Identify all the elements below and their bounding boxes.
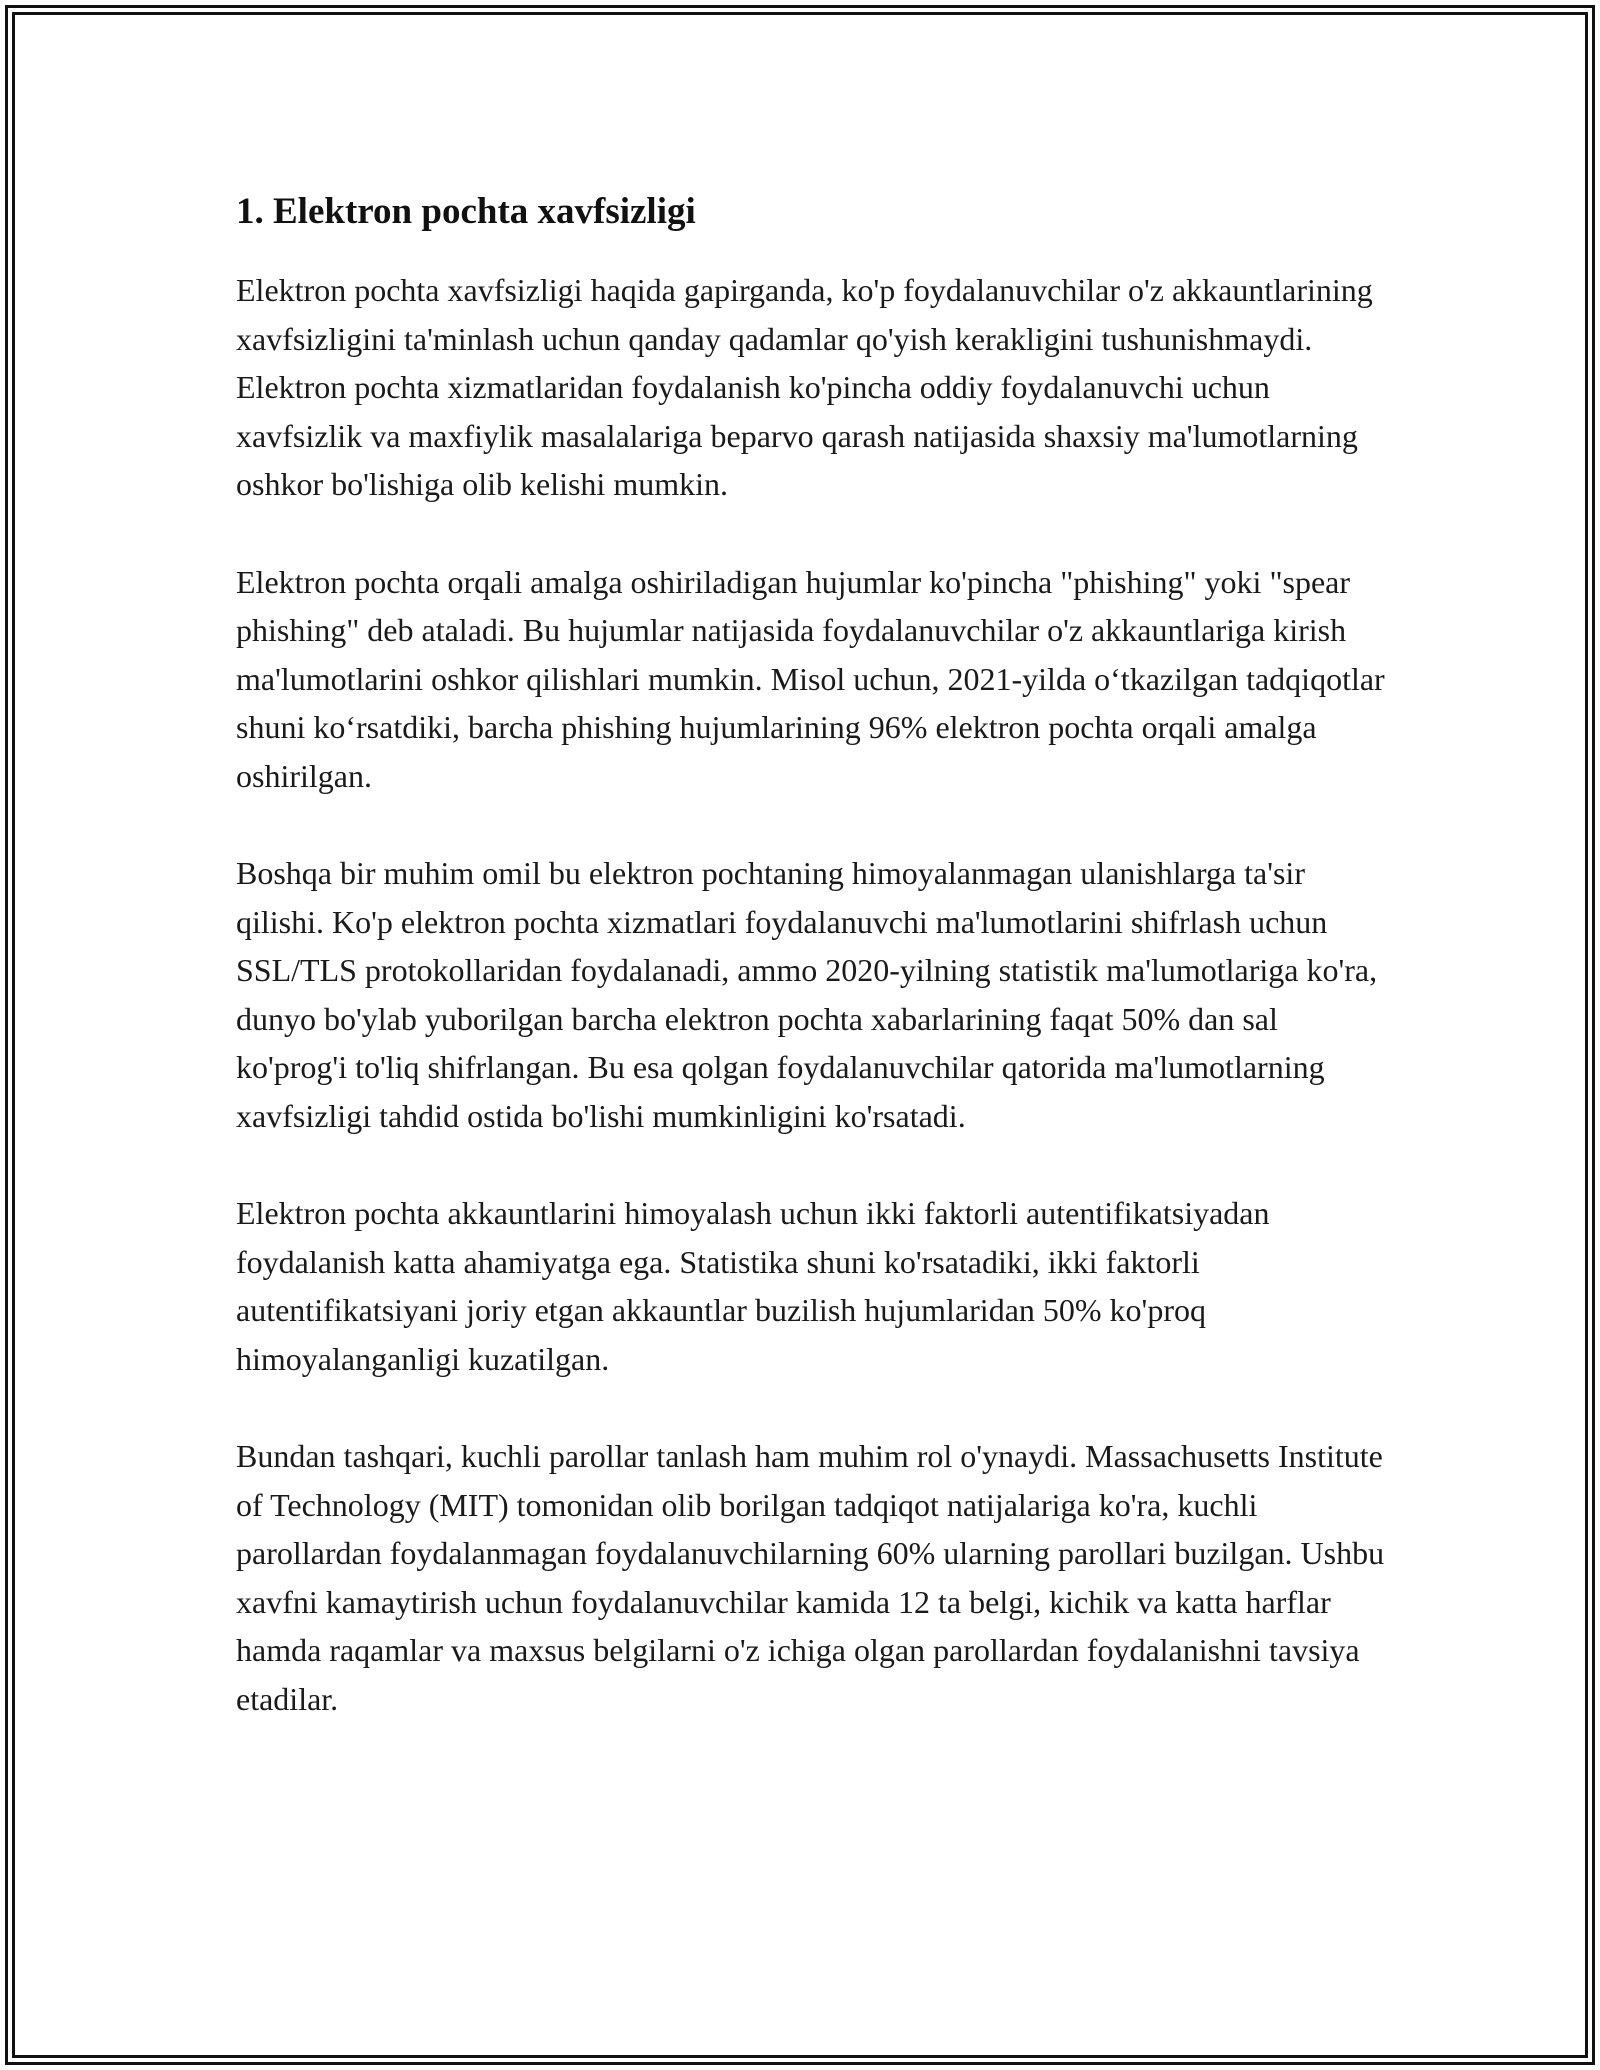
paragraph-phishing: Elektron pochta orqali amalga oshiriladigan hujumlar ko'pincha "phishing" yoki "spear phishing" deb ataladi. Bu hujumlar natijasida foydalanuvchilar o'z akkauntlariga kirish ma'lumotlarini oshkor qilishlari mumkin. Misol uchun, 2021-yilda oʻtkazilgan tadqiqotlar shuni koʻrsatdiki, barcha phishing hujumlarining 96% elektron pochta orqali amalga oshirilgan. bbox=[236, 563, 1385, 794]
paragraph-two-factor: Elektron pochta akkauntlarini himoyalash uchun ikki faktorli autentifikatsiyadan foydalanish katta ahamiyatga ega. Statistika shuni ko'rsatadiki, ikki faktorli autentifikatsiyani joriy etgan akkauntlar buzilish hujumlaridan 50% ko'proq himoyalanganligi kuzatilgan. bbox=[236, 1195, 1270, 1377]
section-heading: 1. Elektron pochta xavfsizligi bbox=[236, 191, 696, 232]
paragraph-intro: Elektron pochta xavfsizligi haqida gapirganda, ko'p foydalanuvchilar o'z akkauntlarining xavfsizligini ta'minlash uchun qanday qadamlar qo'yish kerakligini tushunishmaydi. Elektron pochta xizmatlaridan foydalanish ko'pincha oddiy foydalanuvchi uchun xavfsizlik va maxfiylik masalalariga beparvo qarash natijasida shaxsiy ma'lumotlarning oshkor bo'lishiga olib kelishi mumkin. bbox=[236, 272, 1373, 502]
document-body bbox=[236, 188, 1386, 1723]
paragraph-passwords: Bundan tashqari, kuchli parollar tanlash ham muhim rol o'ynaydi. Massachusetts Institute of Technology (MIT) tomonidan olib borilgan tadqiqot natijalariga ko'ra, kuchli parollardan foydalanmagan foydalanuvchilarning 60% ularning parollari buzilgan. Ushbu xavfni kamaytirish uchun foydalanuvchilar kamida 12 ta belgi, kichik va katta harflar hamda raqamlar va maxsus belgilarni o'z ichiga olgan parollardan foydalanishni tavsiya etadilar. bbox=[236, 1438, 1385, 1717]
paragraph-encryption: Boshqa bir muhim omil bu elektron pochtaning himoyalanmagan ulanishlarga ta'sir qilishi. Ko'p elektron pochta xizmatlari foydalanuvchi ma'lumotlarini shifrlash uchun SSL/TLS protokollaridan foydalanadi, ammo 2020-yilning statistik ma'lumotlariga ko'ra, dunyo bo'ylab yuborilgan barcha elektron pochta xabarlarining faqat 50% dan sal ko'prog'i to'liq shifrlangan. Bu esa qolgan foydalanuvchilar qatorida ma'lumotlarning xavfsizligi tahdid ostida bo'lishi mumkinligini ko'rsatadi. bbox=[236, 855, 1378, 1134]
